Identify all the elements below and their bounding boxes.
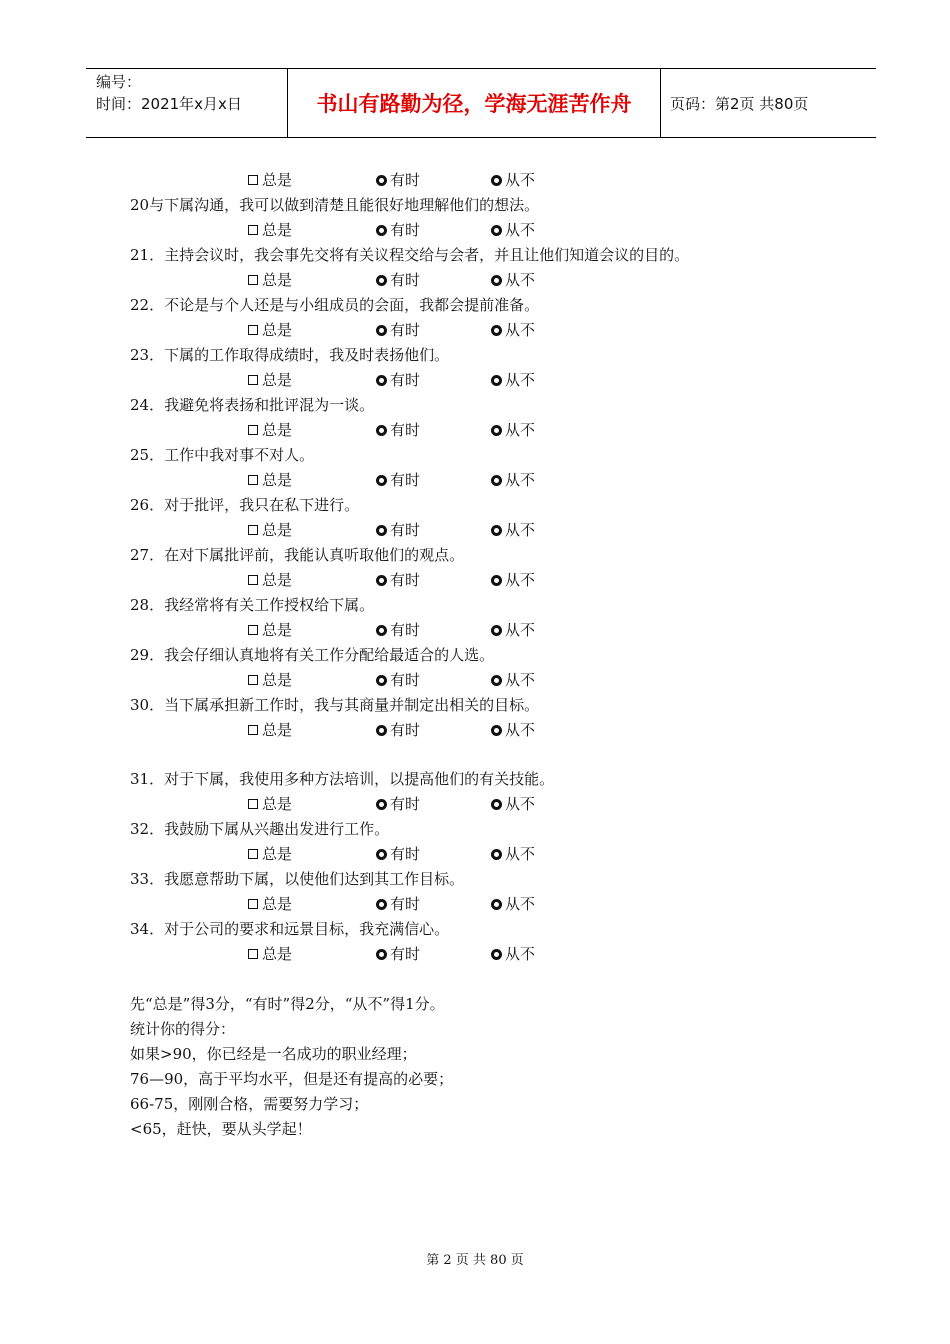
option-never[interactable]: 从不 (491, 570, 535, 590)
checkbox-icon (248, 175, 258, 185)
radio-icon (376, 899, 387, 910)
question-text: 23．下属的工作取得成绩时，我及时表扬他们。 (130, 346, 450, 364)
question-text: 34．对于公司的要求和远景目标，我充满信心。 (130, 920, 450, 938)
radio-icon (376, 625, 387, 636)
answer-options (248, 894, 848, 914)
radio-icon (376, 849, 387, 860)
option-always[interactable]: 总是 (248, 844, 292, 864)
option-always[interactable]: 总是 (248, 794, 292, 814)
option-never[interactable]: 从不 (491, 720, 535, 740)
option-never[interactable]: 从不 (491, 894, 535, 914)
checkbox-icon (248, 899, 258, 909)
checkbox-icon (248, 575, 258, 585)
question-text: 26．对于批评，我只在私下进行。 (130, 496, 360, 514)
radio-icon (491, 575, 502, 586)
radio-icon (376, 725, 387, 736)
question-text: 24．我避免将表扬和批评混为一谈。 (130, 396, 375, 414)
option-sometimes[interactable]: 有时 (376, 944, 420, 964)
radio-icon (491, 425, 502, 436)
radio-icon (491, 325, 502, 336)
option-always[interactable]: 总是 (248, 470, 292, 490)
radio-icon (376, 799, 387, 810)
option-always[interactable]: 总是 (248, 370, 292, 390)
footer-page-number: 第 2 页 共 80 页 (426, 1253, 524, 1268)
radio-icon (491, 525, 502, 536)
option-sometimes[interactable]: 有时 (376, 844, 420, 864)
option-always[interactable]: 总是 (248, 320, 292, 340)
radio-icon (491, 899, 502, 910)
option-sometimes[interactable]: 有时 (376, 670, 420, 690)
checkbox-icon (248, 325, 258, 335)
option-sometimes[interactable]: 有时 (376, 270, 420, 290)
answer-options (248, 720, 848, 740)
radio-icon (376, 175, 387, 186)
option-never[interactable]: 从不 (491, 420, 535, 440)
header-motto: 书山有路勤为径，学海无涯苦作舟 (316, 92, 632, 116)
header-time: 时间：2021年x月x日 (96, 95, 242, 113)
answer-options (248, 844, 848, 864)
radio-icon (376, 425, 387, 436)
checkbox-icon (248, 375, 258, 385)
checkbox-icon (248, 849, 258, 859)
answer-options (248, 370, 848, 390)
checkbox-icon (248, 275, 258, 285)
question-text: 30．当下属承担新工作时，我与其商量并制定出相关的目标。 (130, 696, 540, 714)
option-always[interactable]: 总是 (248, 420, 292, 440)
option-sometimes[interactable]: 有时 (376, 620, 420, 640)
answer-options (248, 270, 848, 290)
option-always[interactable]: 总是 (248, 720, 292, 740)
checkbox-icon (248, 525, 258, 535)
page-header (86, 68, 876, 138)
checkbox-icon (248, 475, 258, 485)
radio-icon (491, 949, 502, 960)
option-sometimes[interactable]: 有时 (376, 420, 420, 440)
checkbox-icon (248, 725, 258, 735)
option-sometimes[interactable]: 有时 (376, 570, 420, 590)
option-sometimes[interactable]: 有时 (376, 470, 420, 490)
option-never[interactable]: 从不 (491, 470, 535, 490)
answer-options (248, 320, 848, 340)
option-sometimes[interactable]: 有时 (376, 220, 420, 240)
option-never[interactable]: 从不 (491, 170, 535, 190)
radio-icon (376, 575, 387, 586)
scoring-tier: 76—90，高于平均水平，但是还有提高的必要； (130, 1070, 454, 1088)
radio-icon (491, 225, 502, 236)
radio-icon (491, 849, 502, 860)
radio-icon (376, 475, 387, 486)
header-number: 编号： (96, 73, 142, 91)
answer-options (248, 570, 848, 590)
radio-icon (491, 725, 502, 736)
checkbox-icon (248, 675, 258, 685)
option-never[interactable]: 从不 (491, 320, 535, 340)
question-text: 31．对于下属，我使用多种方法培训，以提高他们的有关技能。 (130, 770, 555, 788)
question-text: 20与下属沟通，我可以做到清楚且能很好地理解他们的想法。 (130, 196, 540, 214)
option-never[interactable]: 从不 (491, 794, 535, 814)
radio-icon (491, 475, 502, 486)
answer-options (248, 670, 848, 690)
option-always[interactable]: 总是 (248, 270, 292, 290)
scoring-tier: <65，赶快，要从头学起！ (130, 1120, 312, 1138)
radio-icon (491, 675, 502, 686)
question-text: 29．我会仔细认真地将有关工作分配给最适合的人选。 (130, 646, 495, 664)
option-never[interactable]: 从不 (491, 270, 535, 290)
scoring-tier: 66-75，刚刚合格，需要努力学习； (130, 1095, 369, 1113)
question-text: 21．主持会议时，我会事先交将有关议程交给与会者，并且让他们知道会议的目的。 (130, 246, 690, 264)
option-always[interactable]: 总是 (248, 570, 292, 590)
radio-icon (376, 675, 387, 686)
radio-icon (376, 225, 387, 236)
option-never[interactable]: 从不 (491, 844, 535, 864)
option-never[interactable]: 从不 (491, 520, 535, 540)
answer-options (248, 944, 848, 964)
option-always[interactable]: 总是 (248, 944, 292, 964)
answer-options (248, 170, 848, 190)
option-sometimes[interactable]: 有时 (376, 320, 420, 340)
header-divider (660, 69, 661, 137)
answer-options (248, 420, 848, 440)
option-never[interactable]: 从不 (491, 220, 535, 240)
radio-icon (376, 325, 387, 336)
question-text: 33．我愿意帮助下属，以使他们达到其工作目标。 (130, 870, 465, 888)
answer-options (248, 220, 848, 240)
option-sometimes[interactable]: 有时 (376, 520, 420, 540)
question-text: 28．我经常将有关工作授权给下属。 (130, 596, 375, 614)
checkbox-icon (248, 949, 258, 959)
option-never[interactable]: 从不 (491, 670, 535, 690)
checkbox-icon (248, 799, 258, 809)
page-footer (0, 1249, 950, 1268)
checkbox-icon (248, 225, 258, 235)
radio-icon (376, 525, 387, 536)
radio-icon (491, 625, 502, 636)
option-never[interactable]: 从不 (491, 620, 535, 640)
answer-options (248, 470, 848, 490)
radio-icon (376, 375, 387, 386)
answer-options (248, 520, 848, 540)
option-sometimes[interactable]: 有时 (376, 720, 420, 740)
option-always[interactable]: 总是 (248, 620, 292, 640)
header-page-number: 页码：第2页 共80页 (670, 94, 809, 113)
option-always[interactable]: 总是 (248, 894, 292, 914)
option-always[interactable]: 总是 (248, 670, 292, 690)
answer-options (248, 794, 848, 814)
scoring-rule: 先“总是”得3分，“有时”得2分，“从不”得1分。 (130, 995, 445, 1013)
scoring-tier: 如果>90，你已经是一名成功的职业经理； (130, 1045, 417, 1063)
option-sometimes[interactable]: 有时 (376, 170, 420, 190)
scoring-instruction: 统计你的得分： (130, 1020, 236, 1038)
question-text: 32．我鼓励下属从兴趣出发进行工作。 (130, 820, 390, 838)
radio-icon (491, 175, 502, 186)
question-text: 25．工作中我对事不对人。 (130, 446, 315, 464)
answer-options (248, 620, 848, 640)
radio-icon (376, 275, 387, 286)
option-sometimes[interactable]: 有时 (376, 370, 420, 390)
radio-icon (491, 799, 502, 810)
option-always[interactable]: 总是 (248, 520, 292, 540)
question-text: 22．不论是与个人还是与小组成员的会面，我都会提前准备。 (130, 296, 540, 314)
option-never[interactable]: 从不 (491, 944, 535, 964)
checkbox-icon (248, 625, 258, 635)
question-text: 27．在对下属批评前，我能认真听取他们的观点。 (130, 546, 465, 564)
option-always[interactable]: 总是 (248, 220, 292, 240)
option-never[interactable]: 从不 (491, 370, 535, 390)
radio-icon (376, 949, 387, 960)
option-sometimes[interactable]: 有时 (376, 894, 420, 914)
radio-icon (491, 275, 502, 286)
radio-icon (491, 375, 502, 386)
header-meta (96, 71, 242, 115)
checkbox-icon (248, 425, 258, 435)
option-sometimes[interactable]: 有时 (376, 794, 420, 814)
option-always[interactable]: 总是 (248, 170, 292, 190)
